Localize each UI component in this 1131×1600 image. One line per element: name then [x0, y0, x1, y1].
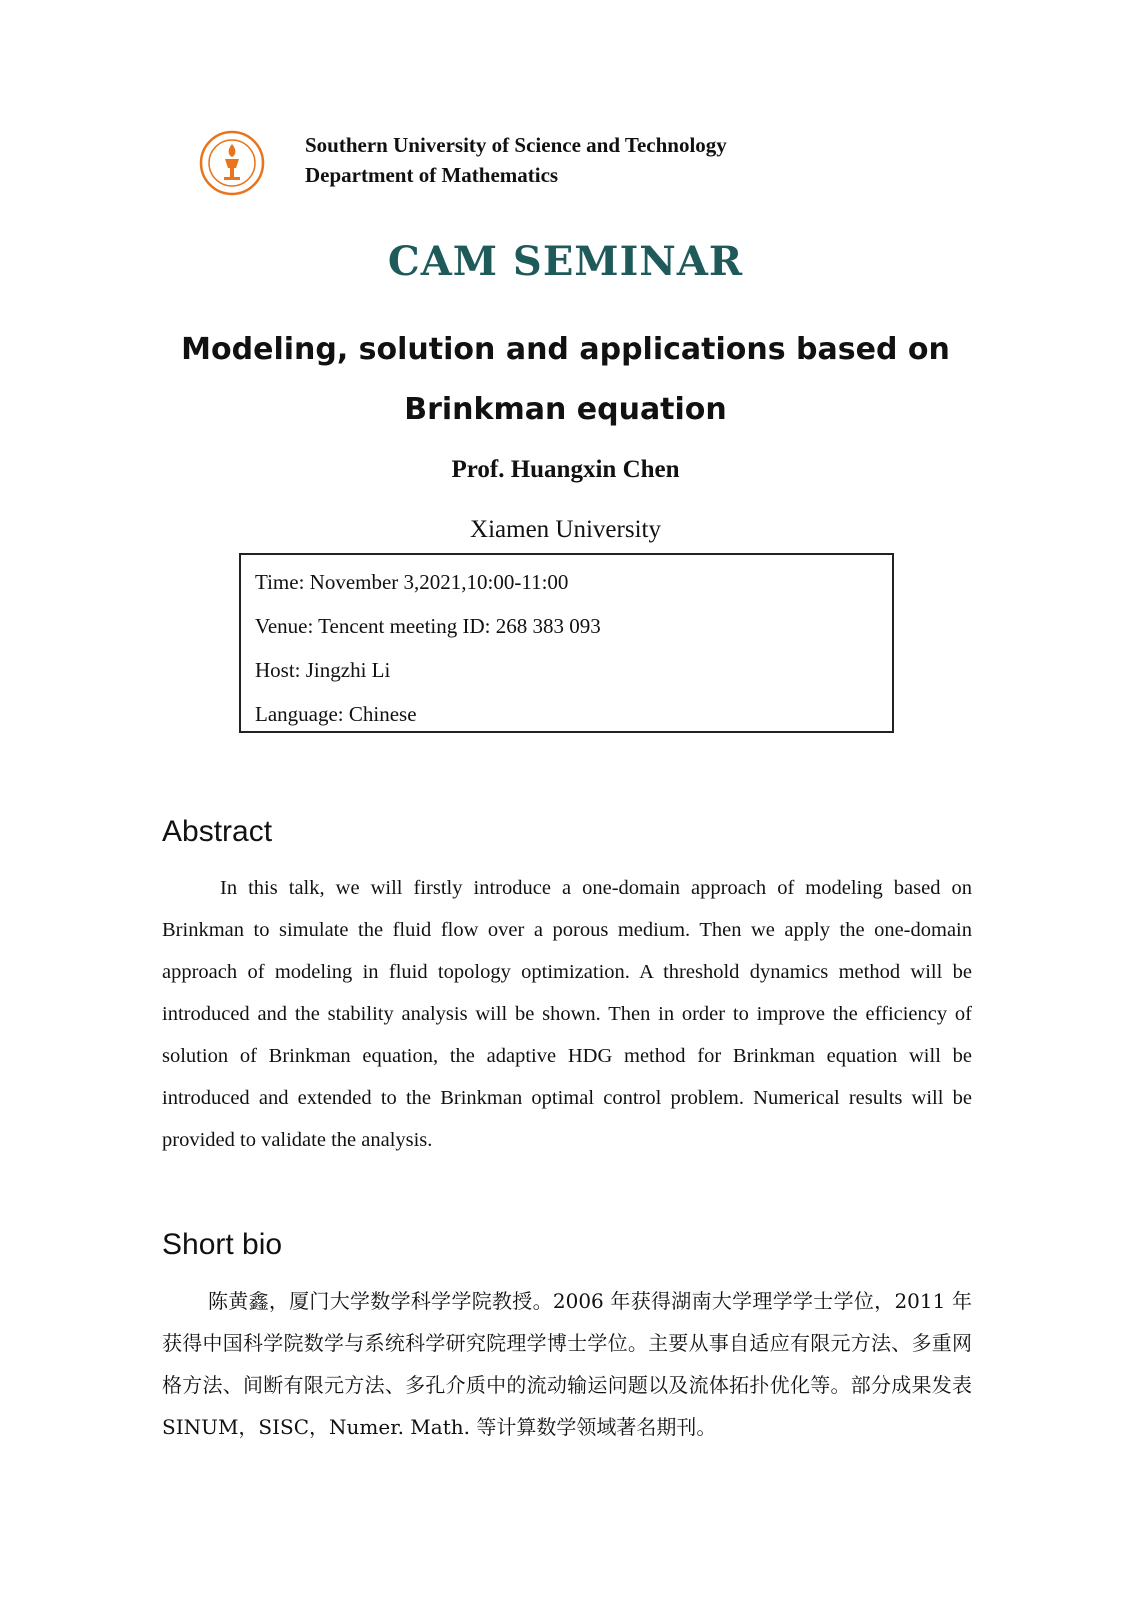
event-details-box [239, 553, 894, 733]
abstract-text: In this talk, we will firstly introduce a one-domain approach of modeling based on Brinkman to simulate the fluid flow over a porous medium. Then we apply the one-domain approach of modeling in fluid topology optimization. A threshold dynamics method will be introduced and the stability analysis will be shown. Then in order to improve the efficiency of solution of Brinkman equation, the adaptive HDG method for Brinkman equation will be introduced and extended to the Brinkman optimal control problem. Numerical results will be provided to validate the analysis. [162, 877, 972, 1151]
event-venue: Venue: Tencent meeting ID: 268 383 093 [255, 614, 601, 638]
university-logo [199, 130, 265, 196]
talk-title-line-1: Modeling, solution and applications based on [181, 332, 950, 367]
event-language: Language: Chinese [255, 702, 417, 726]
bio-heading: Short bio [162, 1228, 283, 1261]
speaker-affiliation: Xiamen University [470, 516, 661, 543]
department-name: Department of Mathematics [305, 163, 559, 187]
bio-text: 陈黄鑫，厦门大学数学科学学院教授。2006 年获得湖南大学理学学士学位，2011 年获得中国科学院数学与系统科学研究院理学博士学位。主要从事自适应有限元方法、多重网格方法、间断有限元方法、多孔介质中的流动输运问题以及流体拓扑优化等。部分成果发表 SINUM，SISC，Numer. Math. 等计算数学领域著名期刊。 [162, 1289, 972, 1439]
talk-title-line-2: Brinkman equation [404, 392, 727, 427]
university-name: Southern University of Science and Technology [305, 133, 727, 157]
speaker-name: Prof. Huangxin Chen [451, 456, 680, 483]
event-host: Host: Jingzhi Li [255, 658, 391, 682]
event-time: Time: November 3,2021,10:00-11:00 [255, 570, 569, 594]
seminar-label: CAM SEMINAR [387, 238, 744, 285]
institution-header [305, 130, 727, 190]
talk-title [150, 320, 981, 440]
abstract-heading: Abstract [162, 815, 273, 848]
